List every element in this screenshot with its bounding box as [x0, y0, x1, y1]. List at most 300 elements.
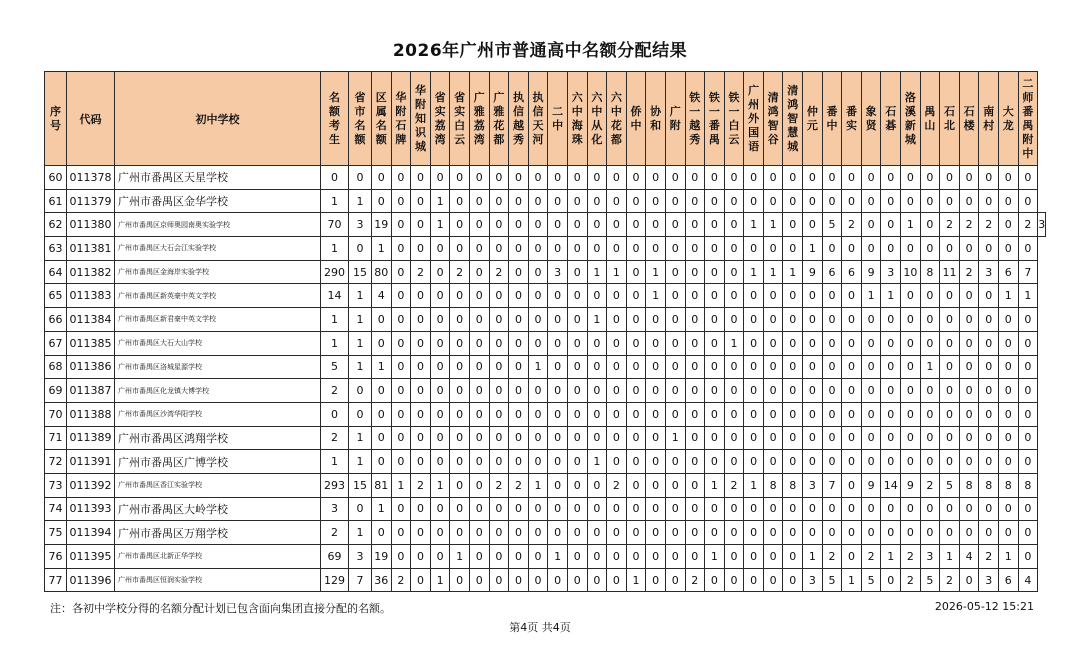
row-quota-value: 0	[724, 426, 744, 450]
header-quota: 铁一越秀	[685, 72, 705, 166]
row-quota-value: 1	[372, 355, 392, 379]
row-quota-value: 0	[744, 450, 764, 474]
row-code: 011382	[67, 260, 115, 284]
row-quota-value: 11	[940, 260, 960, 284]
row-quota-value: 0	[626, 545, 646, 569]
row-quota-value: 0	[979, 237, 999, 261]
row-quota-value: 2	[685, 568, 705, 592]
row-quota-value: 0	[607, 545, 627, 569]
row-quota-value: 0	[450, 284, 470, 308]
row-quota-value: 0	[822, 355, 842, 379]
row-quota-value: 0	[509, 213, 529, 237]
row-quota-value: 0	[509, 355, 529, 379]
row-quota-value: 14	[881, 473, 901, 497]
row-quota-value: 0	[705, 426, 725, 450]
row-quota-value: 0	[548, 497, 568, 521]
row-quota-value: 0	[881, 426, 901, 450]
table-row	[45, 284, 1046, 308]
row-quota-value: 0	[979, 355, 999, 379]
row-quota-value: 2	[901, 545, 921, 569]
row-quota-value: 0	[626, 355, 646, 379]
row-quota-value: 0	[587, 379, 607, 403]
row-quota-value: 0	[430, 450, 450, 474]
row-quota-value: 0	[567, 355, 587, 379]
row-quota-value: 0	[411, 213, 431, 237]
row-quota-value: 0	[626, 189, 646, 213]
row-quota-value: 3	[349, 545, 372, 569]
row-quota-value: 0	[450, 497, 470, 521]
row-quota-value: 0	[626, 426, 646, 450]
row-quota-value: 0	[567, 260, 587, 284]
row-quota-value: 0	[469, 284, 489, 308]
row-quota-value: 0	[763, 497, 783, 521]
row-quota-value: 0	[705, 213, 725, 237]
row-quota-value: 15	[349, 260, 372, 284]
row-quota-value: 1	[321, 450, 349, 474]
row-quota-value: 0	[803, 521, 823, 545]
row-quota-value: 0	[411, 568, 431, 592]
row-quota-value: 0	[567, 189, 587, 213]
row-quota-value: 0	[607, 284, 627, 308]
row-quota-value: 0	[783, 521, 803, 545]
row-quota-value: 2	[979, 545, 999, 569]
row-quota-value: 0	[567, 237, 587, 261]
row-quota-value: 0	[705, 568, 725, 592]
row-quota-value: 0	[528, 402, 548, 426]
row-quota-value: 0	[489, 402, 509, 426]
row-quota-value: 8	[763, 473, 783, 497]
row-quota-value: 0	[626, 260, 646, 284]
row-quota-value: 9	[861, 473, 881, 497]
row-quota-value: 0	[685, 237, 705, 261]
row-quota-value: 0	[626, 284, 646, 308]
row-quota-value: 2	[959, 260, 979, 284]
row-quota-value: 0	[705, 402, 725, 426]
row-quota-value: 6	[999, 260, 1019, 284]
row-quota-value: 1	[724, 331, 744, 355]
row-quota-value: 1	[528, 355, 548, 379]
row-quota-value: 0	[548, 379, 568, 403]
row-quota-value: 0	[999, 213, 1019, 237]
row-quota-value: 1	[920, 355, 940, 379]
header-quota: 石碁	[881, 72, 901, 166]
header-seq: 序号	[45, 72, 67, 166]
row-quota-value: 0	[685, 260, 705, 284]
row-quota-value: 0	[509, 308, 529, 332]
row-code: 011380	[67, 213, 115, 237]
row-quota-value: 0	[528, 450, 548, 474]
row-quota-value: 0	[959, 521, 979, 545]
row-quota-value: 0	[744, 568, 764, 592]
row-quota-value: 0	[430, 308, 450, 332]
row-quota-value: 1	[665, 426, 685, 450]
row-quota-value: 7	[349, 568, 372, 592]
row-quota-value: 69	[321, 545, 349, 569]
row-quota-value: 0	[528, 545, 548, 569]
header-quota: 象贤	[861, 72, 881, 166]
row-school: 广州市番禺区鸿翔学校	[115, 426, 321, 450]
row-quota-value: 0	[763, 450, 783, 474]
row-quota-value: 0	[783, 189, 803, 213]
row-quota-value: 1	[349, 450, 372, 474]
row-quota-value: 0	[626, 450, 646, 474]
row-quota-value: 4	[1018, 568, 1038, 592]
row-quota-value: 0	[469, 545, 489, 569]
row-quota-value: 0	[548, 402, 568, 426]
row-code: 011391	[67, 450, 115, 474]
row-quota-value: 0	[783, 568, 803, 592]
row-quota-value: 1	[705, 545, 725, 569]
row-quota-value: 0	[567, 568, 587, 592]
header-quota: 石北	[940, 72, 960, 166]
row-quota-value: 0	[940, 331, 960, 355]
row-quota-value: 0	[783, 284, 803, 308]
row-quota-value: 0	[548, 237, 568, 261]
row-quota-value: 0	[783, 450, 803, 474]
header-quota: 广附	[665, 72, 685, 166]
row-quota-value: 0	[450, 237, 470, 261]
row-quota-value: 0	[567, 379, 587, 403]
table-row	[45, 545, 1046, 569]
row-quota-value: 8	[1018, 473, 1038, 497]
header-quota: 六中花都	[607, 72, 627, 166]
row-code: 011392	[67, 473, 115, 497]
row-quota-value: 0	[509, 237, 529, 261]
row-quota-value: 0	[744, 331, 764, 355]
row-quota-value: 0	[430, 284, 450, 308]
row-quota-value: 0	[685, 379, 705, 403]
row-quota-value: 0	[489, 568, 509, 592]
row-quota-value: 1	[528, 473, 548, 497]
row-quota-value: 0	[587, 355, 607, 379]
row-quota-value: 1	[744, 260, 764, 284]
row-quota-value: 36	[372, 568, 392, 592]
table-body	[45, 166, 1046, 592]
row-quota-value: 0	[999, 402, 1019, 426]
row-quota-value: 0	[901, 166, 921, 190]
row-quota-value: 10	[901, 260, 921, 284]
row-quota-value: 0	[626, 237, 646, 261]
row-quota-value: 0	[548, 166, 568, 190]
row-code: 011389	[67, 426, 115, 450]
row-quota-value: 0	[372, 402, 392, 426]
row-quota-value: 0	[999, 189, 1019, 213]
row-quota-value: 0	[607, 166, 627, 190]
row-quota-value: 0	[430, 166, 450, 190]
row-quota-value: 0	[822, 497, 842, 521]
row-quota-value: 0	[469, 260, 489, 284]
row-quota-value: 0	[528, 379, 548, 403]
row-quota-value: 0	[548, 450, 568, 474]
row-quota-value: 0	[1018, 402, 1038, 426]
row-quota-value: 0	[1018, 450, 1038, 474]
row-quota-value: 0	[469, 237, 489, 261]
table-row	[45, 402, 1046, 426]
row-quota-value: 0	[665, 260, 685, 284]
row-quota-value: 0	[803, 331, 823, 355]
row-quota-value: 0	[959, 189, 979, 213]
row-quota-value: 0	[861, 450, 881, 474]
row-quota-value: 2	[411, 260, 431, 284]
row-quota-value: 0	[940, 355, 960, 379]
quota-table	[44, 71, 1046, 592]
row-quota-value: 0	[842, 379, 862, 403]
row-code: 011378	[67, 166, 115, 190]
header-quota: 华附石牌	[391, 72, 411, 166]
row-quota-value: 1	[587, 260, 607, 284]
row-quota-value: 0	[881, 568, 901, 592]
row-quota-value: 0	[842, 331, 862, 355]
row-quota-value: 0	[548, 521, 568, 545]
row-quota-value: 0	[705, 284, 725, 308]
row-quota-value: 0	[822, 189, 842, 213]
row-quota-value: 0	[528, 166, 548, 190]
row-quota-value: 0	[665, 450, 685, 474]
row-quota-value: 0	[469, 355, 489, 379]
row-quota-value: 0	[567, 402, 587, 426]
row-quota-value: 0	[842, 355, 862, 379]
row-quota-value: 0	[321, 166, 349, 190]
row-quota-value: 5	[920, 568, 940, 592]
row-quota-value: 2	[321, 521, 349, 545]
header-quota: 协和	[646, 72, 666, 166]
header-quota: 华附知识城	[411, 72, 431, 166]
row-quota-value: 0	[587, 497, 607, 521]
row-quota-value: 0	[959, 497, 979, 521]
row-quota-value: 0	[979, 379, 999, 403]
row-quota-value: 0	[685, 308, 705, 332]
row-quota-value: 0	[940, 426, 960, 450]
header-code: 代码	[67, 72, 115, 166]
row-quota-value: 0	[665, 308, 685, 332]
row-quota-value: 0	[528, 308, 548, 332]
header-quota: 广州外国语	[744, 72, 764, 166]
row-quota-value: 0	[842, 545, 862, 569]
row-quota-value: 0	[626, 521, 646, 545]
header-quota: 执信越秀	[509, 72, 529, 166]
row-quota-value: 0	[411, 521, 431, 545]
row-quota-value: 0	[607, 355, 627, 379]
row-quota-value: 0	[391, 260, 411, 284]
row-quota-value: 0	[1018, 308, 1038, 332]
table-row	[45, 237, 1046, 261]
row-quota-value: 0	[842, 402, 862, 426]
row-quota-value: 0	[920, 450, 940, 474]
row-quota-value: 0	[822, 402, 842, 426]
row-quota-value: 1	[430, 568, 450, 592]
row-quota-value: 0	[901, 450, 921, 474]
row-quota-value: 0	[861, 355, 881, 379]
header-quota: 广雅荔湾	[469, 72, 489, 166]
row-quota-value: 0	[430, 497, 450, 521]
row-quota-value: 1	[842, 568, 862, 592]
row-quota-value: 2	[411, 473, 431, 497]
row-quota-value: 1	[881, 284, 901, 308]
row-quota-value: 0	[391, 331, 411, 355]
row-seq: 65	[45, 284, 67, 308]
row-quota-value: 0	[920, 189, 940, 213]
row-quota-value: 0	[999, 521, 1019, 545]
row-quota-value: 0	[861, 402, 881, 426]
row-quota-value: 0	[665, 213, 685, 237]
row-quota-value: 0	[783, 308, 803, 332]
row-seq: 60	[45, 166, 67, 190]
row-quota-value: 0	[646, 166, 666, 190]
row-quota-value: 0	[509, 568, 529, 592]
row-code: 011396	[67, 568, 115, 592]
row-quota-value: 0	[626, 166, 646, 190]
row-quota-value: 1	[705, 473, 725, 497]
row-quota-value: 0	[920, 331, 940, 355]
row-quota-value: 1	[321, 189, 349, 213]
row-quota-value: 0	[626, 497, 646, 521]
row-code: 011384	[67, 308, 115, 332]
row-quota-value: 0	[999, 497, 1019, 521]
row-quota-value: 0	[489, 426, 509, 450]
row-quota-value: 0	[469, 568, 489, 592]
row-quota-value: 0	[881, 402, 901, 426]
row-quota-value: 0	[665, 379, 685, 403]
row-quota-value: 2	[979, 213, 999, 237]
row-quota-value: 0	[783, 237, 803, 261]
row-quota-value: 0	[430, 331, 450, 355]
row-quota-value: 0	[372, 189, 392, 213]
row-quota-value: 8	[783, 473, 803, 497]
row-quota-value: 0	[528, 568, 548, 592]
row-quota-value: 0	[999, 331, 1019, 355]
row-quota-value: 0	[920, 426, 940, 450]
row-quota-value: 0	[665, 568, 685, 592]
row-quota-value: 0	[940, 166, 960, 190]
row-quota-value: 0	[665, 237, 685, 261]
row-quota-value: 0	[901, 355, 921, 379]
row-school: 广州市番禺区大石大山学校	[115, 331, 321, 355]
row-quota-value: 0	[705, 521, 725, 545]
row-school: 广州市番禺区万翔学校	[115, 521, 321, 545]
row-quota-value: 0	[842, 473, 862, 497]
row-quota-value: 0	[803, 379, 823, 403]
row-quota-value: 1	[763, 213, 783, 237]
row-quota-value: 0	[430, 521, 450, 545]
row-quota-value: 0	[1018, 237, 1038, 261]
row-quota-value: 0	[724, 568, 744, 592]
row-quota-value: 8	[999, 473, 1019, 497]
row-quota-value: 0	[528, 521, 548, 545]
row-code: 011383	[67, 284, 115, 308]
row-quota-value: 2	[959, 213, 979, 237]
row-quota-value: 1	[372, 237, 392, 261]
row-seq: 77	[45, 568, 67, 592]
row-seq: 66	[45, 308, 67, 332]
row-quota-value: 0	[881, 521, 901, 545]
row-quota-value: 0	[646, 497, 666, 521]
row-quota-value: 0	[724, 284, 744, 308]
row-quota-value: 0	[803, 402, 823, 426]
row-quota-value: 1	[861, 284, 881, 308]
row-quota-value: 0	[489, 308, 509, 332]
row-quota-value: 1	[349, 521, 372, 545]
row-quota-value: 0	[489, 284, 509, 308]
row-quota-value: 0	[979, 450, 999, 474]
row-quota-value: 0	[763, 237, 783, 261]
row-quota-value: 0	[763, 284, 783, 308]
row-quota-value: 0	[411, 166, 431, 190]
row-quota-value: 0	[901, 331, 921, 355]
row-quota-value: 1	[349, 355, 372, 379]
row-quota-value: 1	[349, 284, 372, 308]
row-quota-value: 0	[685, 331, 705, 355]
row-quota-value: 0	[509, 521, 529, 545]
row-quota-value: 2	[724, 473, 744, 497]
table-row	[45, 260, 1046, 284]
row-quota-value: 0	[469, 166, 489, 190]
row-quota-value: 0	[763, 379, 783, 403]
row-quota-value: 0	[803, 450, 823, 474]
row-quota-value: 1	[783, 260, 803, 284]
row-quota-value: 0	[783, 379, 803, 403]
row-quota-value: 0	[803, 355, 823, 379]
table-row	[45, 213, 1046, 237]
row-quota-value: 0	[705, 189, 725, 213]
row-quota-value: 1	[803, 237, 823, 261]
row-code: 011386	[67, 355, 115, 379]
row-quota-value: 0	[528, 213, 548, 237]
row-quota-value: 0	[842, 521, 862, 545]
row-quota-value: 0	[489, 497, 509, 521]
row-quota-value: 0	[430, 355, 450, 379]
row-quota-value: 0	[881, 213, 901, 237]
row-quota-value: 70	[321, 213, 349, 237]
row-quota-value: 0	[509, 260, 529, 284]
row-quota-value: 0	[881, 355, 901, 379]
row-quota-value: 0	[901, 308, 921, 332]
row-quota-value: 0	[861, 166, 881, 190]
row-quota-value: 0	[587, 237, 607, 261]
row-quota-value: 0	[469, 331, 489, 355]
row-quota-value: 0	[959, 355, 979, 379]
row-quota-value: 0	[665, 331, 685, 355]
header-quota: 铁一白云	[724, 72, 744, 166]
row-quota-value: 0	[391, 213, 411, 237]
row-quota-value: 0	[607, 213, 627, 237]
row-quota-value: 0	[724, 189, 744, 213]
row-school: 广州市番禺区化龙镇大博学校	[115, 379, 321, 403]
table-row	[45, 497, 1046, 521]
row-quota-value: 0	[803, 497, 823, 521]
row-quota-value: 0	[959, 568, 979, 592]
row-quota-value: 0	[901, 237, 921, 261]
header-quota: 仲元	[803, 72, 823, 166]
row-school: 广州市番禺区金海岸实验学校	[115, 260, 321, 284]
row-quota-value: 0	[920, 308, 940, 332]
row-quota-value: 0	[744, 308, 764, 332]
row-quota-value: 0	[861, 213, 881, 237]
row-quota-value: 0	[349, 497, 372, 521]
row-quota-value: 0	[1018, 545, 1038, 569]
row-quota-value: 0	[411, 331, 431, 355]
row-quota-value: 0	[509, 545, 529, 569]
row-quota-value: 0	[411, 450, 431, 474]
row-quota-value: 2	[940, 568, 960, 592]
header-quota: 番中	[822, 72, 842, 166]
row-quota-value: 0	[548, 355, 568, 379]
row-quota-value: 9	[861, 260, 881, 284]
row-quota-value: 0	[391, 166, 411, 190]
row-seq: 76	[45, 545, 67, 569]
row-quota-value: 0	[783, 426, 803, 450]
row-quota-value: 0	[940, 237, 960, 261]
row-quota-value: 0	[705, 379, 725, 403]
